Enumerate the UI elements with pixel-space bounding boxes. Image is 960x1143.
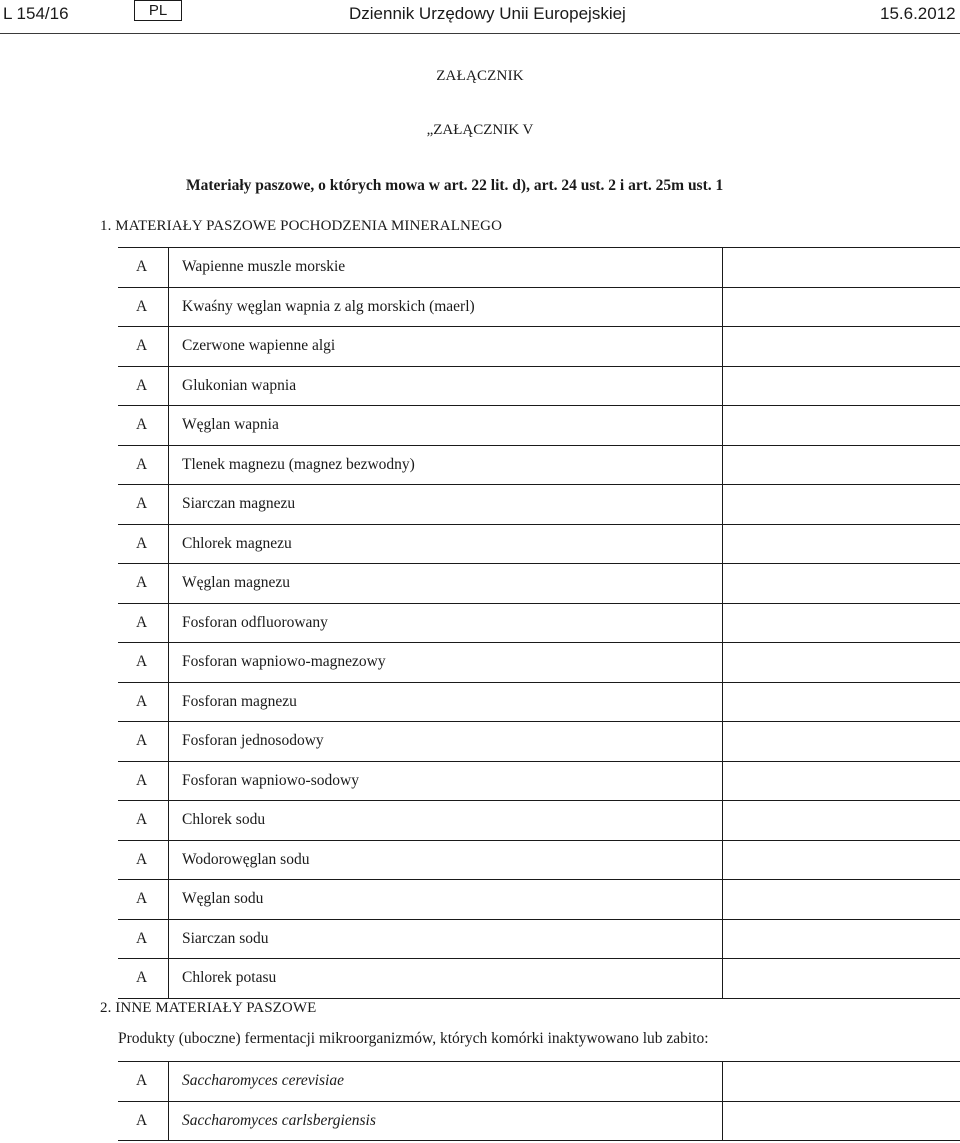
table-row	[118, 366, 960, 406]
table-row	[118, 445, 960, 485]
page-number: L 154/16	[3, 4, 69, 23]
row-code: A	[136, 534, 148, 552]
row-name: Kwaśny węglan wapnia z alg morskich (maerl)	[182, 297, 475, 315]
column-divider	[168, 327, 169, 366]
column-divider	[168, 683, 169, 722]
row-name: Siarczan magnezu	[182, 495, 296, 512]
column-divider	[722, 959, 723, 998]
publication-date: 15.6.2012	[880, 4, 956, 23]
column-divider	[722, 801, 723, 840]
table-row	[118, 1101, 960, 1142]
table-row	[118, 1061, 960, 1101]
table-row	[118, 682, 960, 722]
row-code: A	[136, 1072, 148, 1089]
row-code: A	[136, 416, 148, 433]
row-code: A	[136, 574, 148, 591]
row-name: Saccharomyces carlsbergiensis	[182, 1111, 376, 1129]
row-name: Glukonian wapnia	[182, 376, 297, 394]
row-code: A	[136, 732, 148, 749]
table-row	[118, 761, 960, 801]
row-code: A	[136, 376, 148, 394]
row-name: Siarczan sodu	[182, 929, 269, 947]
row-name: Chlorek potasu	[182, 969, 277, 986]
column-divider	[722, 248, 723, 287]
column-divider	[168, 920, 169, 959]
table-row	[118, 919, 960, 959]
table-row	[118, 405, 960, 445]
column-divider	[722, 288, 723, 327]
row-code: A	[136, 297, 148, 315]
column-divider	[722, 485, 723, 524]
section-1-heading: 1. MATERIAŁY PASZOWE POCHODZENIA MINERALNEGO	[100, 218, 503, 234]
table-row	[118, 524, 960, 564]
section-2-intro: Produkty (uboczne) fermentacji mikroorganizmów, których komórki inaktywowano lub zabito:	[118, 1030, 709, 1047]
column-divider	[168, 288, 169, 327]
column-divider	[168, 1102, 169, 1141]
table-row	[118, 840, 960, 880]
column-divider	[168, 643, 169, 682]
column-divider	[168, 406, 169, 445]
column-divider	[722, 1062, 723, 1101]
mineral-feed-table	[118, 247, 960, 999]
column-divider	[168, 485, 169, 524]
row-name: Fosforan magnezu	[182, 692, 297, 710]
column-divider	[168, 248, 169, 287]
table-row	[118, 247, 960, 287]
table-row	[118, 879, 960, 919]
row-code: A	[136, 692, 148, 710]
column-divider	[722, 564, 723, 603]
column-divider	[168, 722, 169, 761]
row-name: Fosforan wapniowo-sodowy	[182, 771, 359, 789]
row-name: Węglan sodu	[182, 890, 264, 907]
row-name: Węglan wapnia	[182, 416, 279, 433]
language-badge: PL	[134, 0, 182, 21]
row-code: A	[136, 653, 148, 670]
page-header	[0, 0, 960, 34]
row-code: A	[136, 890, 148, 907]
row-code: A	[136, 258, 148, 275]
row-code: A	[136, 771, 148, 789]
row-name: Tlenek magnezu (magnez bezwodny)	[182, 455, 415, 473]
column-divider	[722, 406, 723, 445]
journal-title: Dziennik Urzędowy Unii Europejskiej	[349, 4, 626, 23]
row-code: A	[136, 929, 148, 947]
column-divider	[168, 446, 169, 485]
column-divider	[722, 327, 723, 366]
row-code: A	[136, 613, 148, 631]
column-divider	[722, 722, 723, 761]
column-divider	[168, 604, 169, 643]
column-divider	[722, 643, 723, 682]
table-row	[118, 484, 960, 524]
row-name: Fosforan wapniowo-magnezowy	[182, 653, 386, 670]
table-row	[118, 958, 960, 999]
row-name: Czerwone wapienne algi	[182, 337, 336, 354]
annex-v-heading: „ZAŁĄCZNIK V	[426, 122, 534, 138]
column-divider	[722, 920, 723, 959]
table-row	[118, 603, 960, 643]
column-divider	[168, 801, 169, 840]
table-row	[118, 326, 960, 366]
row-code: A	[136, 455, 148, 473]
document-title: Materiały paszowe, o których mowa w art. 22 lit. d), art. 24 ust. 2 i art. 25m ust. 1	[186, 177, 724, 194]
row-code: A	[136, 337, 148, 354]
table-row	[118, 800, 960, 840]
row-code: A	[136, 811, 148, 828]
row-name: Chlorek magnezu	[182, 534, 292, 552]
column-divider	[168, 525, 169, 564]
row-name: Węglan magnezu	[182, 574, 291, 591]
column-divider	[168, 367, 169, 406]
column-divider	[168, 1062, 169, 1101]
row-name: Fosforan jednosodowy	[182, 732, 324, 749]
column-divider	[168, 841, 169, 880]
column-divider	[168, 959, 169, 998]
column-divider	[722, 367, 723, 406]
row-name: Wapienne muszle morskie	[182, 258, 346, 275]
column-divider	[722, 446, 723, 485]
row-code: A	[136, 1111, 148, 1129]
column-divider	[722, 683, 723, 722]
column-divider	[168, 880, 169, 919]
other-feed-table	[118, 1061, 960, 1141]
row-code: A	[136, 495, 148, 512]
table-row	[118, 563, 960, 603]
section-2-heading: 2. INNE MATERIAŁY PASZOWE	[100, 1000, 317, 1016]
row-name: Fosforan odfluorowany	[182, 613, 328, 631]
table-row	[118, 721, 960, 761]
table-row	[118, 642, 960, 682]
annex-heading: ZAŁĄCZNIK	[436, 68, 524, 84]
row-code: A	[136, 850, 148, 868]
column-divider	[168, 762, 169, 801]
column-divider	[722, 525, 723, 564]
column-divider	[168, 564, 169, 603]
table-row	[118, 287, 960, 327]
column-divider	[722, 841, 723, 880]
column-divider	[722, 604, 723, 643]
row-name: Chlorek sodu	[182, 811, 266, 828]
row-code: A	[136, 969, 148, 986]
column-divider	[722, 880, 723, 919]
row-name: Wodorowęglan sodu	[182, 850, 310, 868]
column-divider	[722, 1102, 723, 1141]
column-divider	[722, 762, 723, 801]
row-name: Saccharomyces cerevisiae	[182, 1072, 344, 1089]
